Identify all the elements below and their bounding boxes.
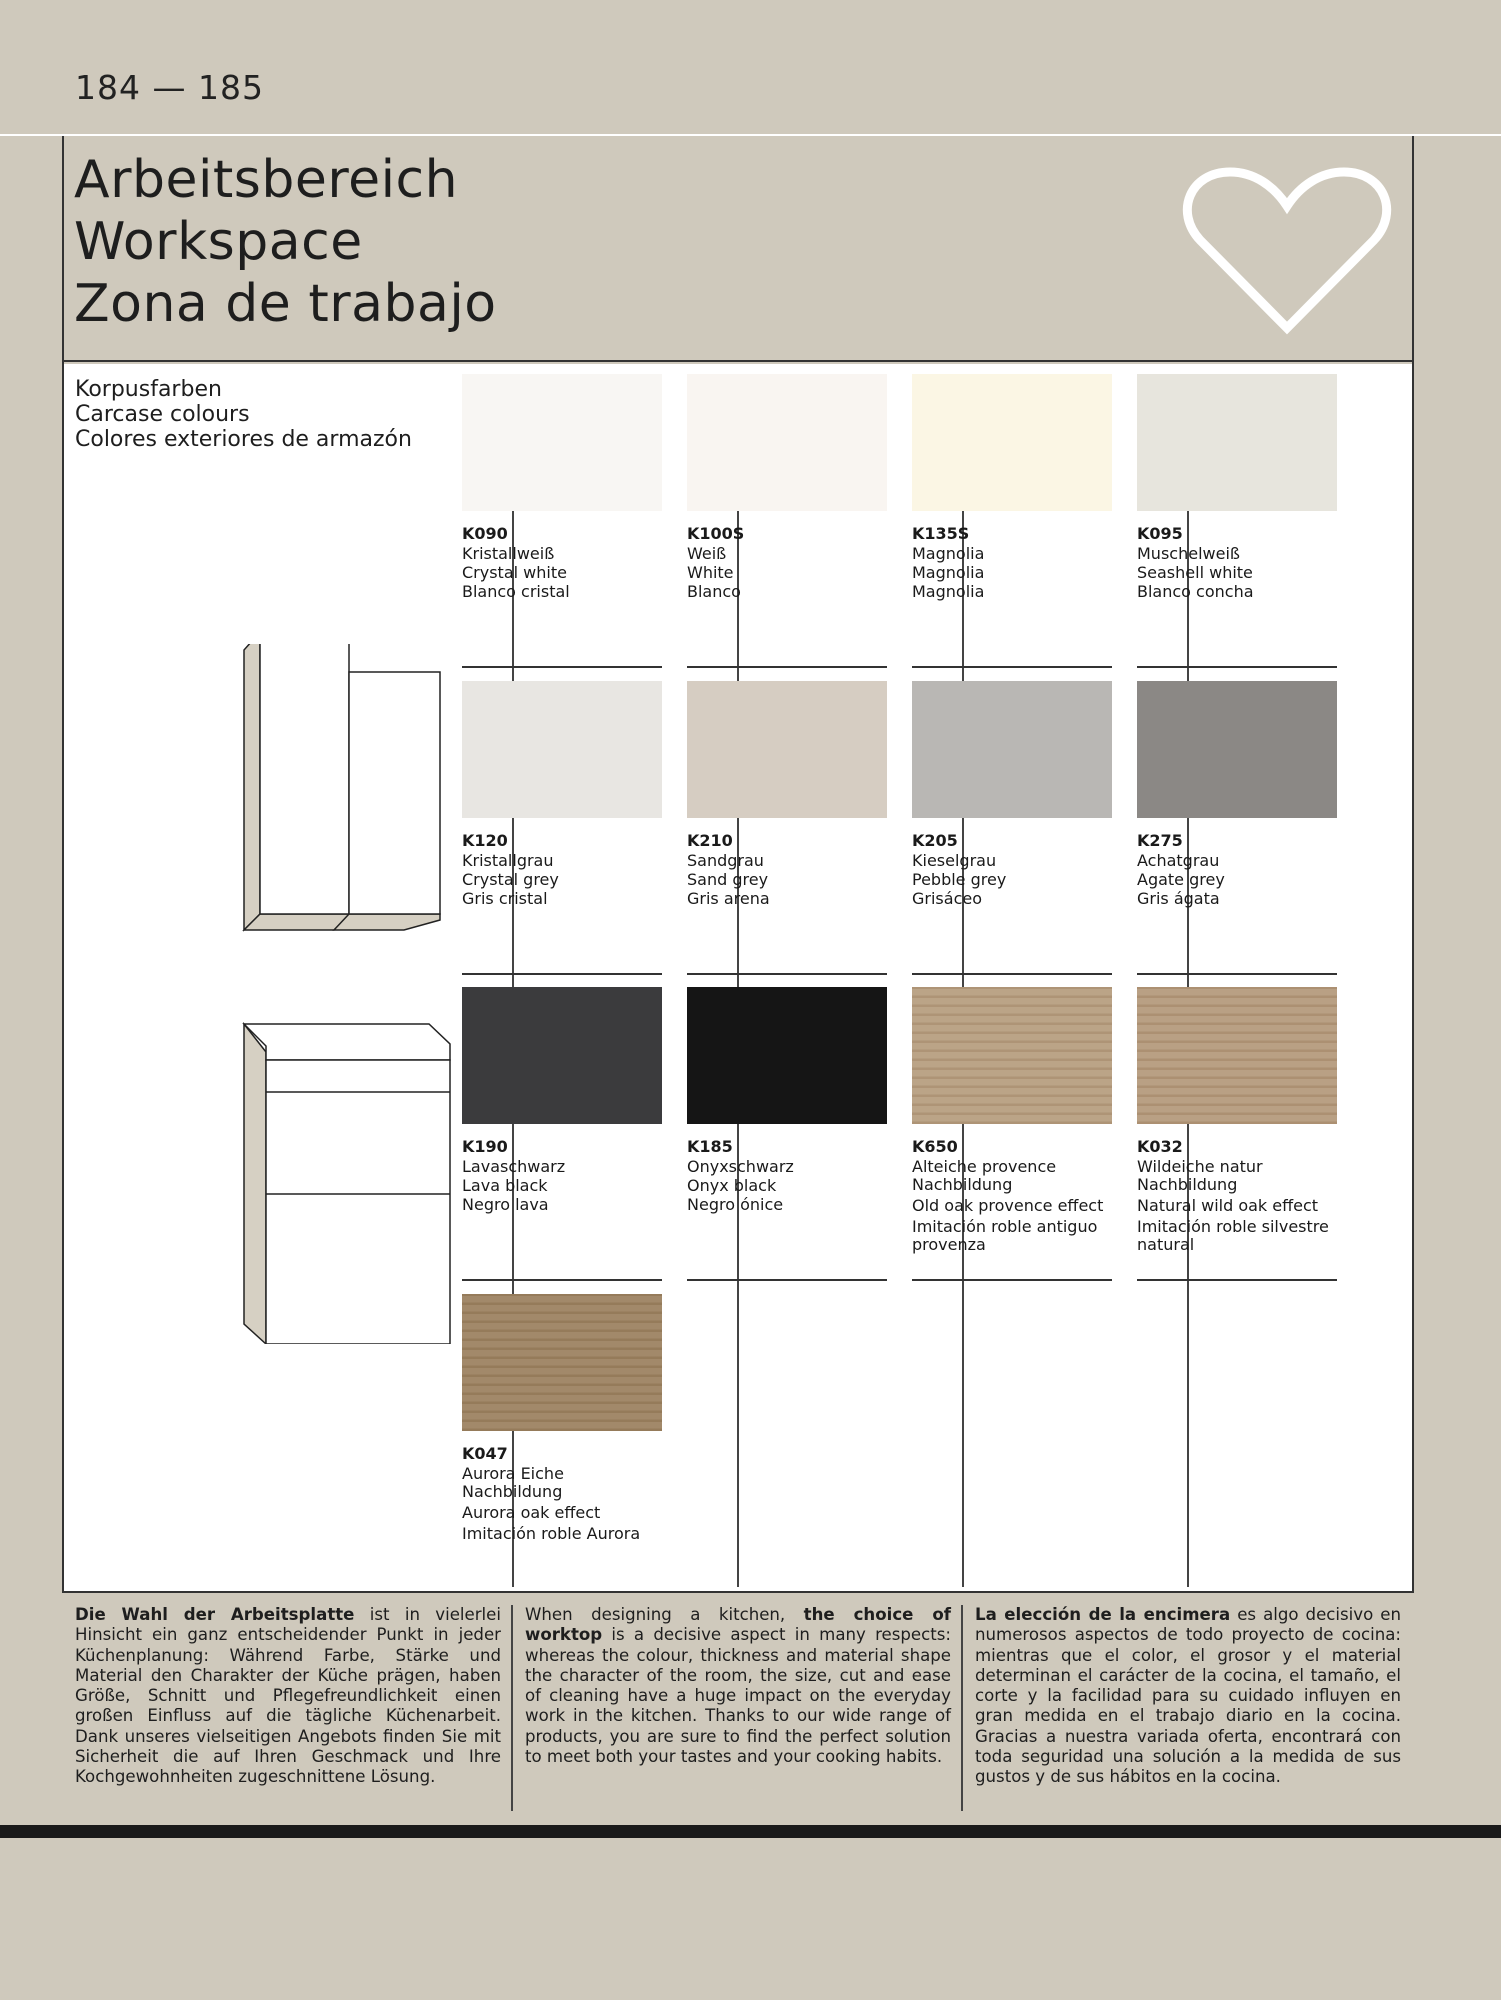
- swatch-rule: [1137, 1279, 1337, 1281]
- swatch-rule: [687, 973, 887, 975]
- swatch-code: K210: [687, 831, 733, 850]
- color-sample: [462, 1294, 662, 1431]
- color-sample: [1137, 374, 1337, 511]
- swatch-name-en: Agate grey: [1137, 870, 1225, 889]
- color-sample: [462, 374, 662, 511]
- swatch-code: K185: [687, 1137, 733, 1156]
- swatch-code: K190: [462, 1137, 508, 1156]
- swatch-code: K090: [462, 524, 508, 543]
- swatch-k275: [1137, 681, 1337, 908]
- swatch-rule: [1137, 666, 1337, 668]
- swatch-code: K100S: [687, 524, 745, 543]
- swatch-name-de: Lavaschwarz: [462, 1157, 566, 1176]
- swatch-rule: [687, 1279, 887, 1281]
- swatch-code: K032: [1137, 1137, 1183, 1156]
- title-de: Arbeitsbereich: [74, 150, 459, 210]
- swatch-name-de: Kristallweiß: [462, 544, 555, 563]
- footer-band: [62, 1591, 1414, 1825]
- swatch-name-es: Blanco: [687, 582, 741, 601]
- title-es: Zona de trabajo: [74, 274, 497, 334]
- swatch-name-es: Imitación roble silvestre natural: [1137, 1217, 1329, 1254]
- swatch-rule: [687, 666, 887, 668]
- content-panel: [64, 364, 1412, 1591]
- color-sample: [687, 681, 887, 818]
- swatch-name-en: Crystal grey: [462, 870, 559, 889]
- footer-text-es: [975, 1605, 1401, 1788]
- swatch-name-en: Seashell white: [1137, 563, 1253, 582]
- section-title-en: Carcase colours: [75, 402, 250, 427]
- swatch-name-en: Natural wild oak effect: [1137, 1196, 1319, 1215]
- swatch-name-en: Onyx black: [687, 1176, 777, 1195]
- swatch-rule: [462, 666, 662, 668]
- swatch-k205: [912, 681, 1112, 908]
- footer-text-en: [525, 1605, 951, 1767]
- swatch-k095: [1137, 374, 1337, 601]
- footer-es-text: es algo decisivo en numerosos aspectos de todo proyecto de cocina: mientras que el color, el grosor y el material determinan el carácter de la cocina, el tamaño, el corte y la facilidad para su cuidado influyen en gran medida en el trabajo diario en la cocina. Gracias a nuestra variada oferta, encontrará con toda seguridad una solución a la medida de sus gustos y de sus hábitos en la cocina.: [975, 1605, 1401, 1787]
- swatch-name-es: Gris arena: [687, 889, 770, 908]
- swatch-name-es: Gris ágata: [1137, 889, 1220, 908]
- section-title-es: Colores exteriores de armazón: [75, 427, 412, 452]
- swatch-rule: [912, 973, 1112, 975]
- swatch-k090: [462, 374, 662, 601]
- swatch-name-de: Onyxschwarz: [687, 1157, 794, 1176]
- swatch-name-de: Alteiche provence Nachbildung: [912, 1157, 1057, 1194]
- swatch-name-de: Aurora Eiche Nachbildung: [462, 1464, 564, 1501]
- footer-text-de: [75, 1605, 501, 1788]
- swatch-name-en: Sand grey: [687, 870, 769, 889]
- swatch-rule: [462, 1279, 662, 1281]
- swatch-name-es: Imitación roble Aurora: [462, 1524, 641, 1543]
- swatch-name-es: Magnolia: [912, 582, 985, 601]
- swatch-rule: [912, 1279, 1112, 1281]
- page-numbers: 184 — 185: [75, 68, 264, 107]
- swatch-name-es: Gris cristal: [462, 889, 548, 908]
- footer-en-bold: the choice of worktop: [525, 1605, 951, 1645]
- swatch-k032: [1137, 987, 1337, 1254]
- swatch-k650: [912, 987, 1112, 1254]
- color-sample: [912, 681, 1112, 818]
- section-title-de: Korpusfarben: [75, 377, 222, 402]
- swatch-code: K205: [912, 831, 958, 850]
- footer-divider-2: [961, 1605, 963, 1811]
- swatch-rule: [1137, 973, 1337, 975]
- swatch-name-es: Negro ónice: [687, 1195, 784, 1214]
- swatch-code: K650: [912, 1137, 958, 1156]
- color-sample: [687, 987, 887, 1124]
- footer-de-text: ist in vielerlei Hinsicht ein ganz entscheidender Punkt in jeder Küchenplanung: Während Farbe, Stärke und Material den Charakter der Küche prägen, haben Größe, Schnitt und Pflegefreundlichkeit einen großen Einfluss auf die tägliche Küchenarbeit. Dank unseres vielseitigen Angebots finden Sie mit Sicherheit die auf Ihren Geschmack und Ihre Kochgewohnheiten zugeschnittene Lösung.: [75, 1605, 501, 1787]
- swatch-name-de: Kieselgrau: [912, 851, 997, 870]
- swatch-rule: [462, 973, 662, 975]
- swatch-name-en: Magnolia: [912, 563, 985, 582]
- swatch-k210: [687, 681, 887, 908]
- swatch-code: K275: [1137, 831, 1183, 850]
- swatch-k120: [462, 681, 662, 908]
- section-title: [75, 377, 412, 452]
- color-sample: [462, 681, 662, 818]
- swatch-name-es: Negro lava: [462, 1195, 549, 1214]
- swatch-name-en: Lava black: [462, 1176, 548, 1195]
- swatch-name-en: Pebble grey: [912, 870, 1007, 889]
- swatch-name-en: Old oak provence effect: [912, 1196, 1104, 1215]
- swatch-name-es: Imitación roble antiguo provenza: [912, 1217, 1098, 1254]
- swatch-name-de: Muschelweiß: [1137, 544, 1240, 563]
- color-sample: [1137, 681, 1337, 818]
- color-sample: [912, 374, 1112, 511]
- swatch-k190: [462, 987, 662, 1214]
- swatch-k135s: [912, 374, 1112, 601]
- footer-divider-1: [511, 1605, 513, 1811]
- footer-en-pre: When designing a kitchen,: [525, 1605, 804, 1624]
- swatch-code: K120: [462, 831, 508, 850]
- swatch-name-de: Weiß: [687, 544, 727, 563]
- cabinet-drawing-tall: [244, 644, 440, 930]
- cabinet-drawings: [174, 644, 474, 1344]
- swatch-name-en: Aurora oak effect: [462, 1503, 601, 1522]
- color-sample: [1137, 987, 1337, 1124]
- swatch-name-es: Blanco concha: [1137, 582, 1254, 601]
- footer-en-text: is a decisive aspect in many respects: whereas the colour, thickness and material shape the character of the room, the size, cut and ease of cleaning have a huge impact on the everyday work in the kitchen. Thanks to our wide range of products, you are sure to find the perfect solution to meet both your tastes and your cooking habits.: [525, 1625, 951, 1767]
- swatch-name-de: Kristallgrau: [462, 851, 554, 870]
- swatch-code: K095: [1137, 524, 1183, 543]
- swatch-name-en: Crystal white: [462, 563, 567, 582]
- color-sample: [462, 987, 662, 1124]
- swatch-k100s: [687, 374, 887, 601]
- swatch-k047: [462, 1294, 662, 1543]
- footer-es-bold: La elección de la encimera: [975, 1605, 1231, 1624]
- title-en: Workspace: [74, 212, 363, 272]
- color-sample: [912, 987, 1112, 1124]
- swatch-name-de: Wildeiche natur Nachbildung: [1137, 1157, 1263, 1194]
- swatch-code: K047: [462, 1444, 508, 1463]
- swatch-name-es: Grisáceo: [912, 889, 982, 908]
- swatch-name-en: White: [687, 563, 734, 582]
- color-sample: [687, 374, 887, 511]
- swatch-name-es: Blanco cristal: [462, 582, 570, 601]
- swatch-name-de: Magnolia: [912, 544, 985, 563]
- bottom-bar: [0, 1825, 1501, 1838]
- swatch-k185: [687, 987, 887, 1214]
- swatch-rule: [912, 666, 1112, 668]
- swatch-name-de: Achatgrau: [1137, 851, 1220, 870]
- cabinet-drawing-base: [244, 1024, 450, 1344]
- swatch-code: K135S: [912, 524, 970, 543]
- swatch-name-de: Sandgrau: [687, 851, 764, 870]
- footer-de-bold: Die Wahl der Arbeitsplatte: [75, 1605, 355, 1624]
